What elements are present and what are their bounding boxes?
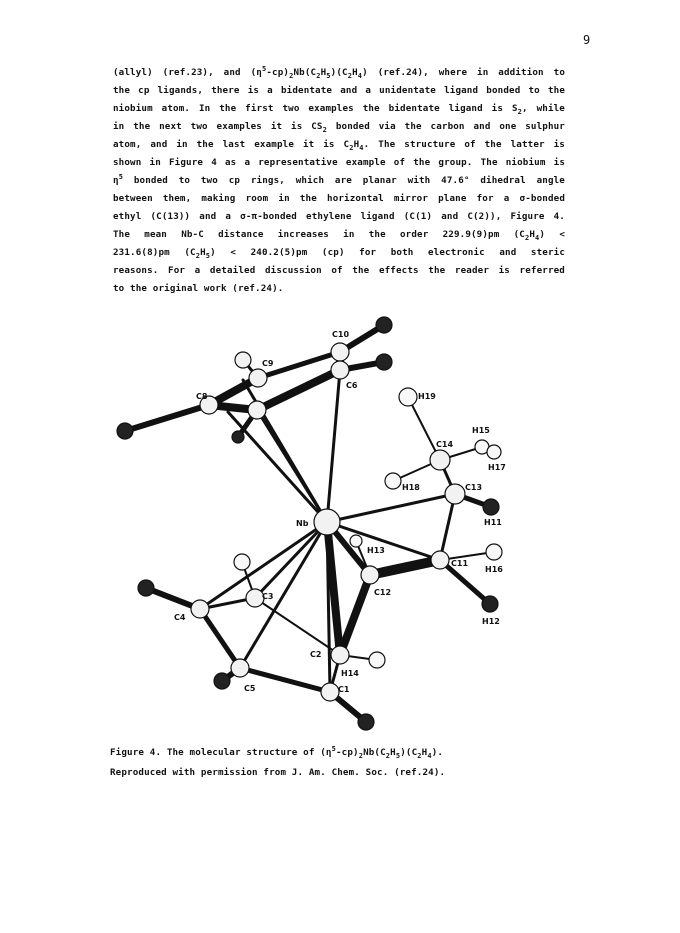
atom-label-c10: C10 — [332, 330, 350, 339]
paragraph-line: (allyl) (ref.23), and $(\eta^5-cp)_2Nb(C_2H_5)(C_2H_4)$ (ref.24), where in addition to — [113, 64, 565, 80]
caption-line-1: Figure 4. The molecular structure of $(\eta^5-cp)_2Nb(C_2H_5)(C_2H_4)$. — [110, 744, 444, 760]
molecular-structure-figure — [110, 310, 550, 740]
atom-label-c9: C9 — [262, 359, 274, 368]
paragraph-line: to the original work (ref.24). — [113, 283, 284, 294]
paragraph-line: $\eta^5$ bonded to two cp rings, which are planar with 47.6° dihedral angle — [113, 172, 565, 186]
atom-label-c12: C12 — [374, 588, 392, 597]
body-paragraph — [113, 64, 565, 298]
atom-label-c5: C5 — [244, 684, 256, 693]
atom-label-h14: H14 — [341, 669, 359, 678]
atom-label-h13: H13 — [367, 546, 385, 555]
atom-label-h19: H19 — [418, 392, 436, 401]
paragraph-line: atom, and in the last example it is $C_2H_4$. The structure of the latter is — [113, 139, 565, 152]
atom-label-h15: H15 — [472, 426, 490, 435]
paragraph-line: ethyl (C(13)) and a σ-π-bonded ethylene ligand (C(1) and C(2)), Figure 4. — [113, 211, 565, 222]
atom-label-h16: H16 — [485, 565, 503, 574]
atom-label-c8: C8 — [196, 392, 208, 401]
atom-label-c1: C1 — [338, 685, 350, 694]
figure-caption — [110, 743, 570, 783]
atom-label-h18: H18 — [402, 483, 420, 492]
caption-line-2: Reproduced with permission from J. Am. Chem. Soc. (ref.24). — [110, 767, 446, 778]
atom-label-nb: Nb — [296, 519, 309, 528]
atom-label-c2: C2 — [310, 650, 322, 659]
atom-label-c14: C14 — [436, 440, 454, 449]
paragraph-line: between them, making room in the horizontal mirror plane for a σ-bonded — [113, 193, 565, 204]
atom-label-h12: H12 — [482, 617, 500, 626]
atom-label-c4: C4 — [174, 613, 186, 622]
atom-label-c6: C6 — [346, 381, 358, 390]
paragraph-line: reasons. For a detailed discussion of the effects the reader is referred — [113, 265, 565, 276]
atom-label-h11: H11 — [484, 518, 502, 527]
atom-label-c13: C13 — [465, 483, 483, 492]
paragraph-line: the cp ligands, there is a bidentate and a unidentate ligand bonded to the — [113, 85, 565, 96]
paragraph-line: 231.6(8)pm $(C_2H_5) < 240.2(5)pm$ (cp) for both electronic and steric — [113, 247, 565, 260]
paragraph-line: niobium atom. In the first two examples the bidentate ligand is $S_2$, while — [113, 103, 565, 116]
atom-label-h17: H17 — [488, 463, 506, 472]
paragraph-line: in the next two examples it is $CS_2$ bonded via the carbon and one sulphur — [113, 121, 565, 134]
atom-label-c11: C11 — [451, 559, 469, 568]
page-number: 9 — [583, 33, 591, 47]
paragraph-line: shown in Figure 4 as a representative example of the group. The niobium is — [113, 157, 565, 168]
atom-label-c3: C3 — [262, 592, 274, 601]
paragraph-line: The mean Nb-C distance increases in the order 229.9(9)pm $(C_2H_4)$ < — [113, 229, 565, 242]
